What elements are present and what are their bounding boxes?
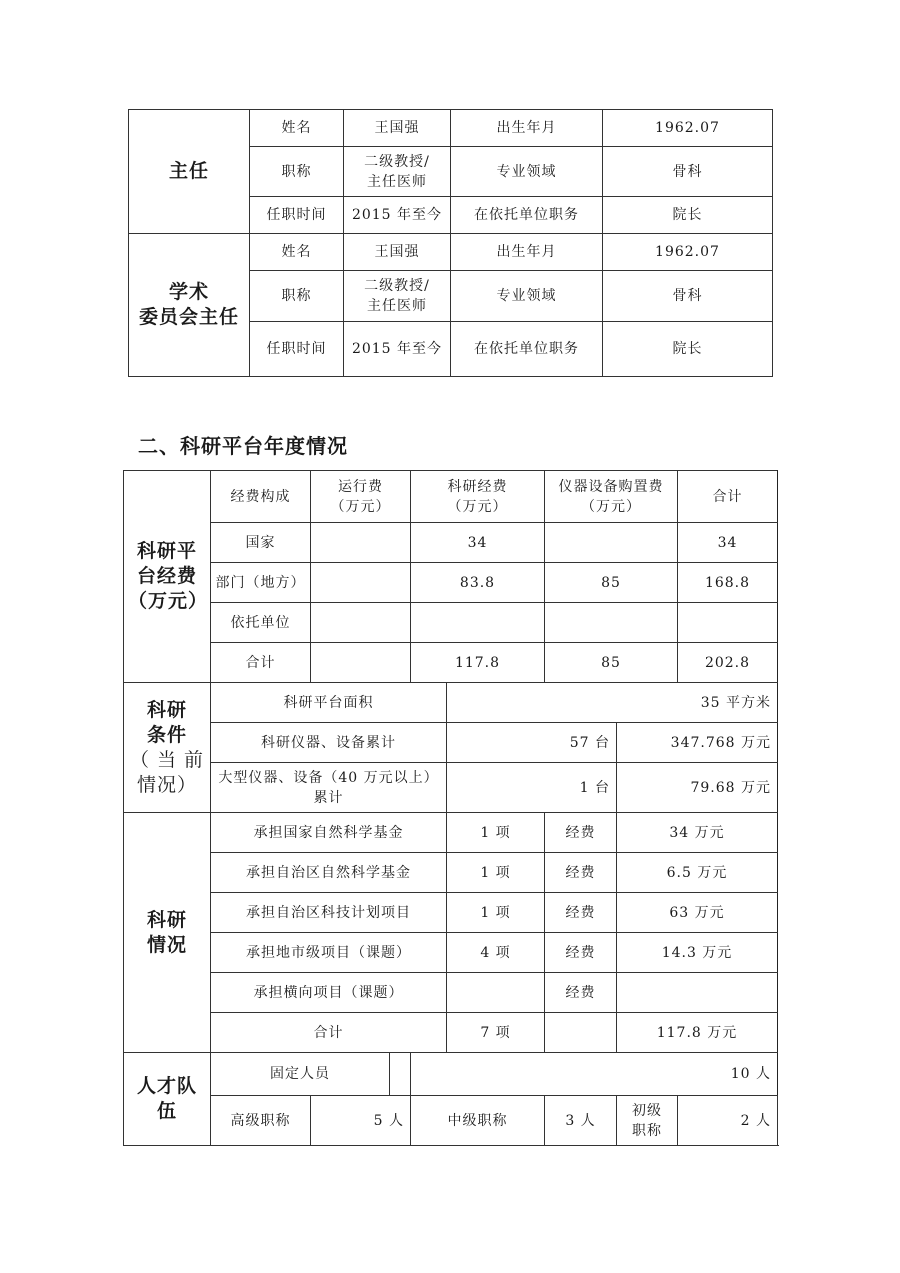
research-total-value: 117.8 万元	[617, 1013, 778, 1053]
cell: 任职时间	[250, 197, 344, 234]
cell: 依托单位	[211, 603, 311, 643]
cell	[311, 643, 411, 683]
cell: 2015 年至今	[344, 322, 451, 377]
large-instruments-count: 1 台	[447, 763, 617, 813]
conditions-label-line4: 情况）	[136, 773, 197, 796]
cell: 王国强	[344, 234, 451, 271]
research-label-line1: 科研	[146, 908, 187, 931]
research-count: 1 项	[447, 853, 545, 893]
research-label	[124, 813, 211, 1053]
research-fee-label: 经费	[545, 813, 617, 853]
cell: 在依托单位职务	[451, 197, 603, 234]
research-count: 1 项	[447, 893, 545, 933]
research-total-count: 7 项	[447, 1013, 545, 1053]
academic-director-label	[129, 234, 250, 377]
cell: 34	[678, 523, 778, 563]
research-fee: 63 万元	[617, 893, 778, 933]
cell: 职称	[250, 271, 344, 322]
research-fee: 6.5 万元	[617, 853, 778, 893]
cell: 专业领域	[451, 271, 603, 322]
cell	[678, 603, 778, 643]
cell: 85	[545, 643, 678, 683]
cell: 83.8	[411, 563, 545, 603]
cell	[411, 603, 545, 643]
academic-label-line1: 学术	[168, 281, 209, 303]
research-count: 4 项	[447, 933, 545, 973]
cell: 34	[411, 523, 545, 563]
talent-label-line1: 人才队	[136, 1075, 197, 1097]
funding-label-line3: （万元）	[128, 590, 209, 612]
cell: 部门（地方）	[211, 563, 311, 603]
conditions-label-line2: 条件	[146, 723, 187, 746]
header-cell: 运行费 （万元）	[311, 471, 411, 523]
funding-label-line2: 台经费	[136, 565, 197, 587]
cell: 专业领域	[451, 147, 603, 197]
conditions-label	[124, 683, 211, 813]
director-label: 主任	[129, 110, 250, 234]
research-fee: 34 万元	[617, 813, 778, 853]
junior-title-value: 2 人	[678, 1096, 778, 1146]
cell: 2015 年至今	[344, 197, 451, 234]
cell: 在依托单位职务	[451, 322, 603, 377]
cell	[545, 523, 678, 563]
senior-title-label: 高级职称	[211, 1096, 311, 1146]
cell: 院长	[603, 197, 773, 234]
research-fee-label: 经费	[545, 933, 617, 973]
research-total-empty	[545, 1013, 617, 1053]
fixed-staff-value: 10 人	[411, 1053, 778, 1096]
research-count	[447, 973, 545, 1013]
header-cell: 仪器设备购置费 （万元）	[545, 471, 678, 523]
research-fee-label: 经费	[545, 893, 617, 933]
large-instruments-label: 大型仪器、设备（40 万元以上） 累计	[211, 763, 447, 813]
cell: 1962.07	[603, 110, 773, 147]
research-item: 承担自治区自然科学基金	[211, 853, 447, 893]
talent-label-line2: 伍	[156, 1100, 177, 1122]
conditions-label-line3: （ 当 前	[129, 748, 205, 771]
middle-title-value: 3 人	[545, 1096, 617, 1146]
director-table	[128, 109, 773, 377]
talent-label	[124, 1053, 211, 1146]
instruments-label: 科研仪器、设备累计	[211, 723, 447, 763]
section-title: 二、科研平台年度情况	[138, 434, 348, 458]
cell: 1962.07	[603, 234, 773, 271]
cell: 王国强	[344, 110, 451, 147]
research-label-line2: 情况	[146, 933, 187, 956]
research-fee: 14.3 万元	[617, 933, 778, 973]
header-cell: 经费构成	[211, 471, 311, 523]
cell	[545, 603, 678, 643]
cell: 职称	[250, 147, 344, 197]
research-fee	[617, 973, 778, 1013]
conditions-label-line1: 科研	[146, 698, 187, 721]
cell: 姓名	[250, 234, 344, 271]
large-instruments-value: 79.68 万元	[617, 763, 778, 813]
instruments-value: 347.768 万元	[617, 723, 778, 763]
cell: 二级教授/ 主任医师	[344, 147, 451, 197]
middle-title-label: 中级职称	[411, 1096, 545, 1146]
fixed-staff-label: 固定人员	[211, 1053, 390, 1095]
cell: 合计	[211, 643, 311, 683]
platform-table	[123, 470, 778, 1146]
instruments-count: 57 台	[447, 723, 617, 763]
cell: 二级教授/ 主任医师	[344, 271, 451, 322]
research-item: 承担自治区科技计划项目	[211, 893, 447, 933]
cell: 国家	[211, 523, 311, 563]
cell: 117.8	[411, 643, 545, 683]
senior-title-value: 5 人	[311, 1096, 411, 1146]
cell	[311, 603, 411, 643]
cell: 出生年月	[451, 110, 603, 147]
area-label: 科研平台面积	[211, 683, 447, 723]
cell: 任职时间	[250, 322, 344, 377]
cell: 85	[545, 563, 678, 603]
area-value: 35 平方米	[447, 683, 778, 723]
funding-label	[124, 471, 211, 683]
fixed-staff-spacer	[390, 1053, 410, 1095]
research-total-label: 合计	[211, 1013, 447, 1053]
research-fee-label: 经费	[545, 853, 617, 893]
cell: 骨科	[603, 147, 773, 197]
cell: 202.8	[678, 643, 778, 683]
junior-title-label: 初级 职称	[617, 1096, 678, 1146]
fixed-staff-row	[211, 1053, 410, 1095]
header-cell: 合计	[678, 471, 778, 523]
research-item: 承担横向项目（课题）	[211, 973, 447, 1013]
header-cell: 科研经费 （万元）	[411, 471, 545, 523]
academic-label-line2: 委员会主任	[138, 306, 239, 328]
cell: 姓名	[250, 110, 344, 147]
cell: 骨科	[603, 271, 773, 322]
research-fee-label: 经费	[545, 973, 617, 1013]
cell: 168.8	[678, 563, 778, 603]
cell: 院长	[603, 322, 773, 377]
cell	[311, 563, 411, 603]
cell: 出生年月	[451, 234, 603, 271]
research-item: 承担国家自然科学基金	[211, 813, 447, 853]
fixed-staff-cell	[211, 1053, 411, 1096]
research-item: 承担地市级项目（课题）	[211, 933, 447, 973]
funding-label-line1: 科研平	[136, 540, 197, 562]
cell	[311, 523, 411, 563]
research-count: 1 项	[447, 813, 545, 853]
